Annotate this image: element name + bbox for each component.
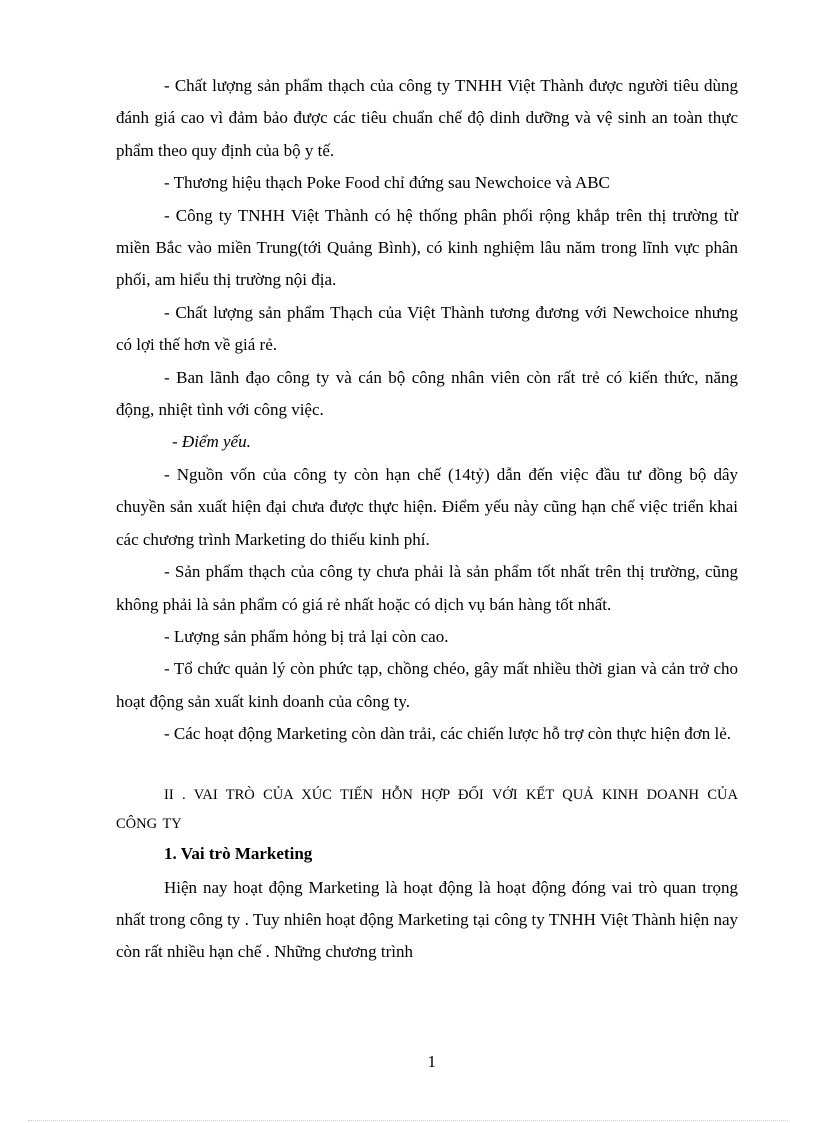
paragraph-quality: - Chất lượng sản phẩm thạch của công ty TNHH Việt Thành được người tiêu dùng đánh giá cao vì đảm bảo được các tiêu chuẩn chế độ dinh dưỡng và vệ sinh an toàn thực phẩm theo quy định của bộ y tế. [116,76,738,160]
weaknesses-label: - Điểm yếu. [172,432,251,452]
paragraph-brand: - Thương hiệu thạch Poke Food chỉ đứng sau Newchoice và ABC [164,173,610,193]
paragraph-distribution: - Công ty TNHH Việt Thành có hệ thống phân phối rộng khắp trên thị trường từ miền Bắc vào miền Trung(tới Quảng Bình), có kinh nghiệm lâu năm trong lĩnh vực phân phối, am hiểu thị trường nội địa. [116,205,738,290]
section-heading: II . VAI TRÒ CỦA XÚC TIẾN HỖN HỢP ĐỐI VỚI KẾT QUẢ KINH DOANH CỦA CÔNG TY [116,786,738,832]
paragraph-management: - Tổ chức quản lý còn phức tạp, chồng chéo, gây mất nhiều thời gian và cản trở cho hoạt động sản xuất kinh doanh của công ty. [116,659,738,711]
paragraph-marketing-role: Hiện nay hoạt động Marketing là hoạt động là hoạt động đóng vai trò quan trọng nhất trong công ty . Tuy nhiên hoạt động Marketing tại công ty TNHH Việt Thành hiện nay còn rất nhiều hạn chế . Những chương trình [116,877,738,962]
subsection-heading: 1. Vai trò Marketing [164,843,313,863]
page-bottom-divider [28,1120,788,1121]
paragraph-leadership: - Ban lãnh đạo công ty và cán bộ công nhân viên còn rất trẻ có kiến thức, năng động, nhiệt tình với công việc. [116,367,738,420]
document-body [116,70,738,969]
paragraph-capital: - Nguồn vốn của công ty còn hạn chế (14tỷ) dẫn đến việc đầu tư đồng bộ dây chuyền sản xuất hiện đại chưa được thực hiện. Điểm yếu này cũng hạn chế việc triển khai các chương trình Marketing do thiếu kinh phí. [116,464,738,549]
paragraph-returns: - Lượng sản phẩm hỏng bị trả lại còn cao. [164,626,449,646]
paragraph-marketing-activities: - Các hoạt động Marketing còn dàn trải, các chiến lược hỗ trợ còn thực hiện đơn lẻ. [164,724,732,744]
paragraph-product: - Sản phẩm thạch của công ty chưa phải là sản phẩm tốt nhất trên thị trường, cũng không phải là sản phẩm có giá rẻ nhất hoặc có dịch vụ bán hàng tốt nhất. [116,562,738,614]
paragraph-price: - Chất lượng sản phẩm Thạch của Việt Thành tương đương với Newchoice nhưng có lợi thế hơn về giá rẻ. [116,302,738,355]
page-number: 1 [427,1052,436,1071]
